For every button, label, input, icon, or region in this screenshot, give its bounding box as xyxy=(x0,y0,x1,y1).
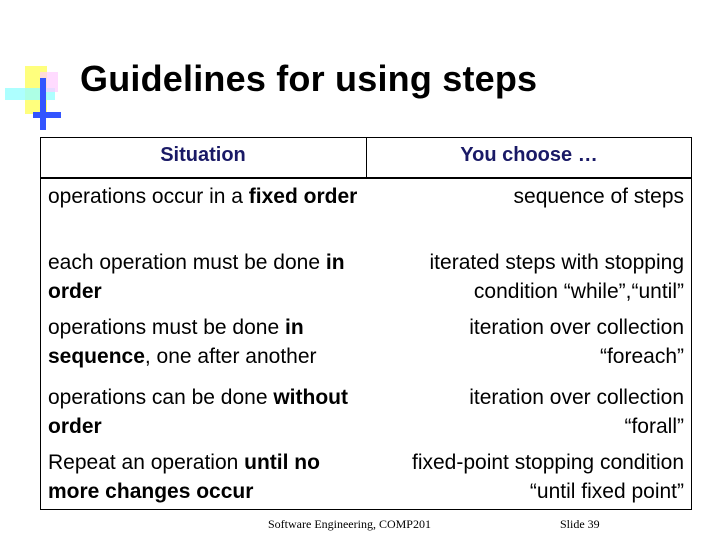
situation-cell xyxy=(48,448,370,506)
choice-line: iterated steps with stopping xyxy=(429,251,684,274)
text: each operation must be done xyxy=(48,251,326,274)
text: , one after another xyxy=(144,345,317,368)
situation-cell xyxy=(48,383,370,441)
bold-text: fixed order xyxy=(248,185,358,208)
text: operations must be done xyxy=(48,316,285,339)
choice-line: iteration over collection xyxy=(469,316,684,339)
choice-cell xyxy=(374,182,684,211)
guidelines-table xyxy=(40,137,692,510)
slide-title: Guidelines for using steps xyxy=(80,58,538,99)
bold-text: in order xyxy=(48,251,345,303)
choice-line: fixed-point stopping condition xyxy=(411,451,684,474)
text: operations can be done xyxy=(48,386,274,409)
choice-line: “foreach” xyxy=(599,345,684,368)
situation-cell xyxy=(48,182,370,211)
footer-course: Software Engineering, COMP201 xyxy=(268,517,431,531)
choice-cell xyxy=(374,448,684,506)
choice-line: “until fixed point” xyxy=(529,480,684,503)
bold-text: until no more changes occur xyxy=(48,451,320,503)
choice-cell xyxy=(374,313,684,371)
text: Repeat an operation xyxy=(48,451,245,474)
header-situation: Situation xyxy=(160,144,246,166)
situation-cell xyxy=(48,313,370,371)
choice-line: “forall” xyxy=(624,415,684,438)
choice-line: condition “while”,“until” xyxy=(473,280,684,303)
choice-cell xyxy=(374,248,684,306)
header-you-choose: You choose … xyxy=(460,144,598,166)
situation-cell xyxy=(48,248,370,306)
text: operations occur in a xyxy=(48,185,249,208)
choice-line: iteration over collection xyxy=(469,386,684,409)
choice-cell xyxy=(374,383,684,441)
bold-text: in sequence xyxy=(48,316,304,368)
bold-text: without order xyxy=(48,386,348,438)
footer-slide-number: Slide 39 xyxy=(560,517,600,531)
choice-line: sequence of steps xyxy=(513,185,684,208)
